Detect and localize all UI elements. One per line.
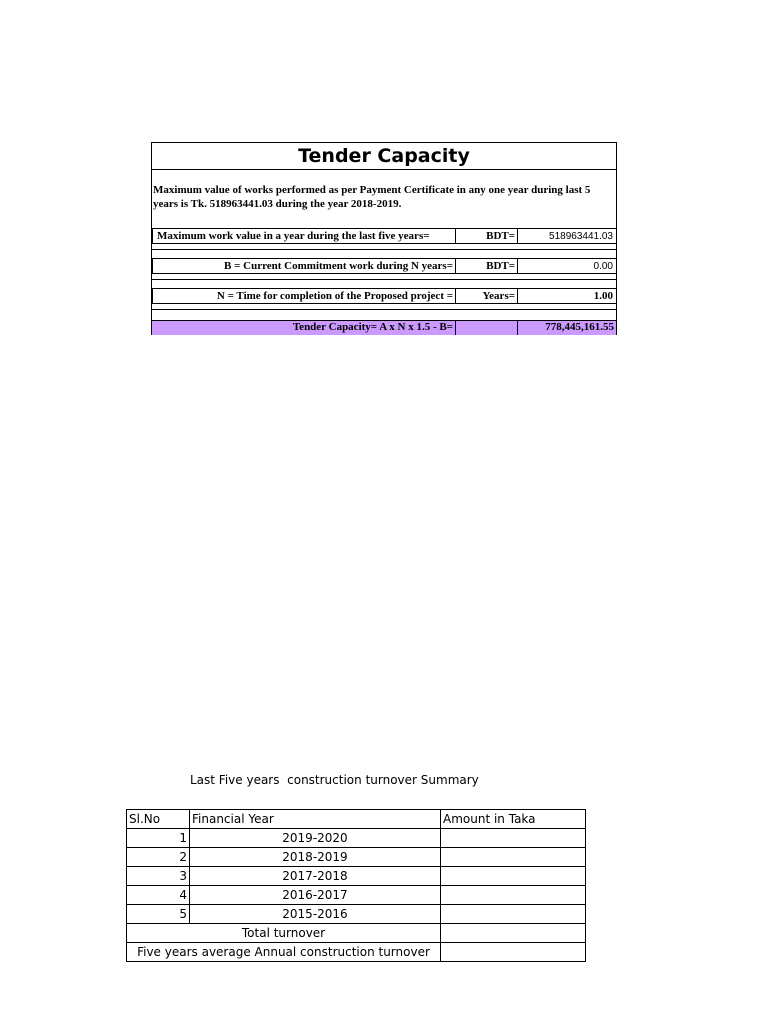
tender-capacity-formula: Tender Capacity= A x N x 1.5 - B= <box>152 320 456 335</box>
max-work-label: Maximum work value in a year during the last five years= <box>152 228 456 244</box>
row-amount <box>441 905 586 924</box>
row-year: 2019-2020 <box>190 829 441 848</box>
header-financial-year: Financial Year <box>190 810 441 829</box>
table-row <box>127 867 586 886</box>
table-row <box>127 886 586 905</box>
row-year: 2017-2018 <box>190 867 441 886</box>
table-header-row <box>127 810 586 829</box>
current-commitment-unit: BDT= <box>455 258 518 274</box>
completion-time-value: 1.00 <box>517 288 617 304</box>
divider <box>152 249 616 250</box>
row-no: 2 <box>127 848 190 867</box>
tender-capacity-description: Maximum value of works performed as per Payment Certificate in any one year during last 5 years is Tk. 518963441.03 during the year 2018-2019. <box>153 184 591 210</box>
tender-capacity-box <box>151 142 617 335</box>
total-turnover-value <box>441 924 586 943</box>
tender-capacity-title: Tender Capacity <box>152 143 616 170</box>
current-commitment-label: B = Current Commitment work during N years= <box>152 258 456 274</box>
average-row <box>127 943 586 962</box>
row-no: 5 <box>127 905 190 924</box>
tender-capacity-value: 778,445,161.55 <box>545 321 614 333</box>
divider <box>152 309 616 310</box>
tender-capacity-result-row <box>152 320 616 335</box>
max-work-value: 518963441.03 <box>517 228 617 244</box>
total-row <box>127 924 586 943</box>
completion-time-unit: Years= <box>455 288 518 304</box>
header-amount: Amount in Taka <box>441 810 586 829</box>
max-work-unit: BDT= <box>455 228 518 244</box>
row-no: 3 <box>127 867 190 886</box>
table-row <box>127 905 586 924</box>
total-turnover-label: Total turnover <box>127 924 441 943</box>
table-row <box>127 829 586 848</box>
average-turnover-label: Five years average Annual construction turnover <box>127 943 441 962</box>
table-row <box>127 848 586 867</box>
row-no: 4 <box>127 886 190 905</box>
divider <box>152 279 616 280</box>
row-amount <box>441 829 586 848</box>
row-year: 2018-2019 <box>190 848 441 867</box>
row-no: 1 <box>127 829 190 848</box>
turnover-summary-table <box>126 809 586 962</box>
row-amount <box>441 886 586 905</box>
header-sl-no: Sl.No <box>127 810 190 829</box>
row-amount <box>441 867 586 886</box>
row-amount <box>441 848 586 867</box>
current-commitment-value: 0.00 <box>517 258 617 274</box>
turnover-summary-title: Last Five years construction turnover Summary <box>190 773 479 787</box>
completion-time-label: N = Time for completion of the Proposed project = <box>152 288 456 304</box>
tender-capacity-empty-cell <box>455 320 518 335</box>
row-year: 2015-2016 <box>190 905 441 924</box>
average-turnover-value <box>441 943 586 962</box>
row-year: 2016-2017 <box>190 886 441 905</box>
